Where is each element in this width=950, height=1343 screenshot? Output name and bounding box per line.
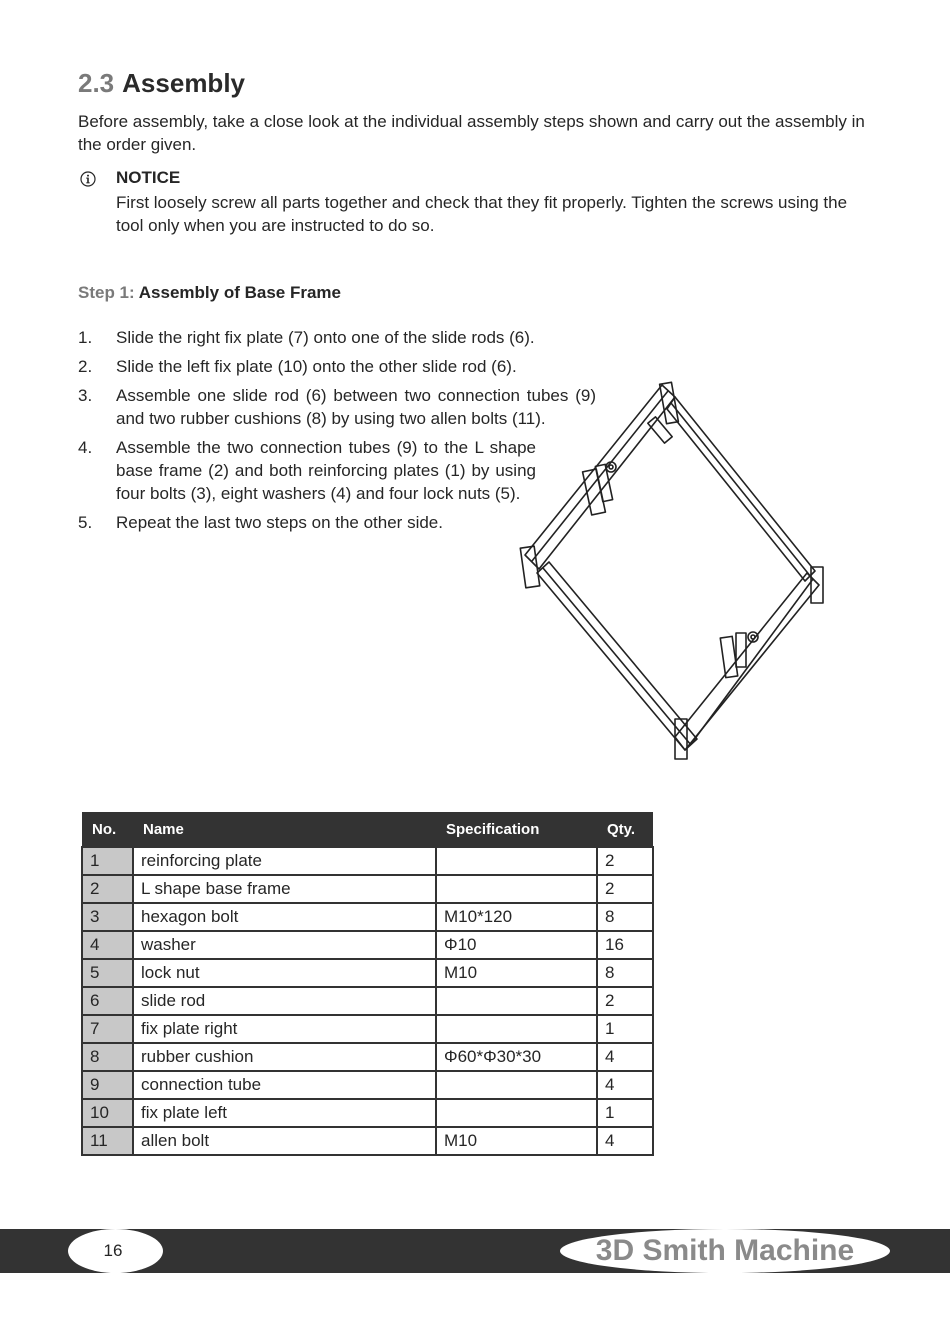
cell-qty: 2	[597, 987, 653, 1015]
section-number: 2.3	[78, 68, 115, 98]
cell-spec: M10	[436, 1127, 597, 1155]
section-heading: Assembly	[122, 68, 245, 98]
cell-name: washer	[133, 931, 436, 959]
list-item	[78, 355, 576, 378]
table-row	[82, 903, 653, 931]
cell-no: 8	[82, 1043, 133, 1071]
cell-spec	[436, 1099, 597, 1127]
table-row	[82, 931, 653, 959]
step-text: Assemble the two connection tubes (9) to the L shape base frame (2) and both reinforcing plates (1) by using four bolts (3), eight washers (4) and four lock nuts (5).	[116, 438, 536, 503]
cell-qty: 8	[597, 959, 653, 987]
cell-spec	[436, 1015, 597, 1043]
table-row	[82, 959, 653, 987]
cell-name: L shape base frame	[133, 875, 436, 903]
list-item	[78, 511, 536, 534]
step-number: Step 1:	[78, 283, 135, 302]
cell-no: 7	[82, 1015, 133, 1043]
base-frame-diagram	[515, 375, 835, 775]
table-row	[82, 987, 653, 1015]
cell-spec: Φ10	[436, 931, 597, 959]
cell-no: 2	[82, 875, 133, 903]
step-index: 4.	[78, 438, 93, 457]
cell-spec	[436, 875, 597, 903]
cell-no: 1	[82, 847, 133, 875]
cell-no: 4	[82, 931, 133, 959]
table-row	[82, 875, 653, 903]
cell-name: fix plate right	[133, 1015, 436, 1043]
cell-name: reinforcing plate	[133, 847, 436, 875]
cell-name: rubber cushion	[133, 1043, 436, 1071]
cell-qty: 4	[597, 1127, 653, 1155]
cell-qty: 1	[597, 1015, 653, 1043]
cell-qty: 1	[597, 1099, 653, 1127]
step-text: Repeat the last two steps on the other side.	[116, 513, 443, 532]
header-specification: Specification	[436, 812, 597, 847]
cell-spec: M10*120	[436, 903, 597, 931]
cell-no: 9	[82, 1071, 133, 1099]
cell-name: lock nut	[133, 959, 436, 987]
cell-name: hexagon bolt	[133, 903, 436, 931]
cell-qty: 4	[597, 1043, 653, 1071]
cell-no: 5	[82, 959, 133, 987]
cell-qty: 8	[597, 903, 653, 931]
step-title	[78, 283, 341, 303]
cell-no: 11	[82, 1127, 133, 1155]
cell-name: slide rod	[133, 987, 436, 1015]
step-text: Slide the left fix plate (10) onto the other slide rod (6).	[116, 357, 517, 376]
list-item	[78, 326, 576, 349]
cell-name: connection tube	[133, 1071, 436, 1099]
list-item	[78, 436, 536, 505]
section-title	[78, 68, 245, 99]
header-no: No.	[82, 812, 133, 847]
cell-name: allen bolt	[133, 1127, 436, 1155]
notice-title: NOTICE	[116, 168, 181, 187]
table-row	[82, 1071, 653, 1099]
cell-qty: 2	[597, 875, 653, 903]
step-index: 2.	[78, 357, 93, 376]
cell-qty: 16	[597, 931, 653, 959]
cell-spec: Φ60*Φ30*30	[436, 1043, 597, 1071]
cell-spec: M10	[436, 959, 597, 987]
step-index: 1.	[78, 328, 93, 347]
step-index: 5.	[78, 513, 93, 532]
cell-spec	[436, 847, 597, 875]
cell-spec	[436, 1071, 597, 1099]
step-index: 3.	[78, 386, 93, 405]
info-icon	[80, 171, 96, 187]
table-row	[82, 1015, 653, 1043]
cell-name: fix plate left	[133, 1099, 436, 1127]
intro-paragraph: Before assembly, take a close look at the individual assembly steps shown and carry out the assembly in the order given.	[78, 112, 865, 154]
step-heading: Assembly of Base Frame	[138, 283, 341, 302]
cell-no: 6	[82, 987, 133, 1015]
table-row	[82, 847, 653, 875]
parts-table	[81, 812, 654, 1156]
header-qty: Qty.	[597, 812, 653, 847]
notice-text: First loosely screw all parts together and check that they fit properly. Tighten the screws using the tool only when you are instructed to do so.	[116, 193, 848, 235]
cell-no: 3	[82, 903, 133, 931]
table-row	[82, 1043, 653, 1071]
table-row	[82, 1127, 653, 1155]
table-header-row	[82, 812, 653, 847]
cell-no: 10	[82, 1099, 133, 1127]
cell-spec	[436, 987, 597, 1015]
header-name: Name	[133, 812, 436, 847]
cell-qty: 2	[597, 847, 653, 875]
table-row	[82, 1099, 653, 1127]
step-text: Assemble one slide rod (6) between two connection tubes (9) and two rubber cushions (8) by using two allen bolts (11).	[116, 386, 596, 428]
product-name: 3D Smith Machine	[595, 1234, 855, 1267]
step-text: Slide the right fix plate (7) onto one of the slide rods (6).	[116, 328, 535, 347]
page-number: 16	[103, 1241, 123, 1260]
cell-qty: 4	[597, 1071, 653, 1099]
